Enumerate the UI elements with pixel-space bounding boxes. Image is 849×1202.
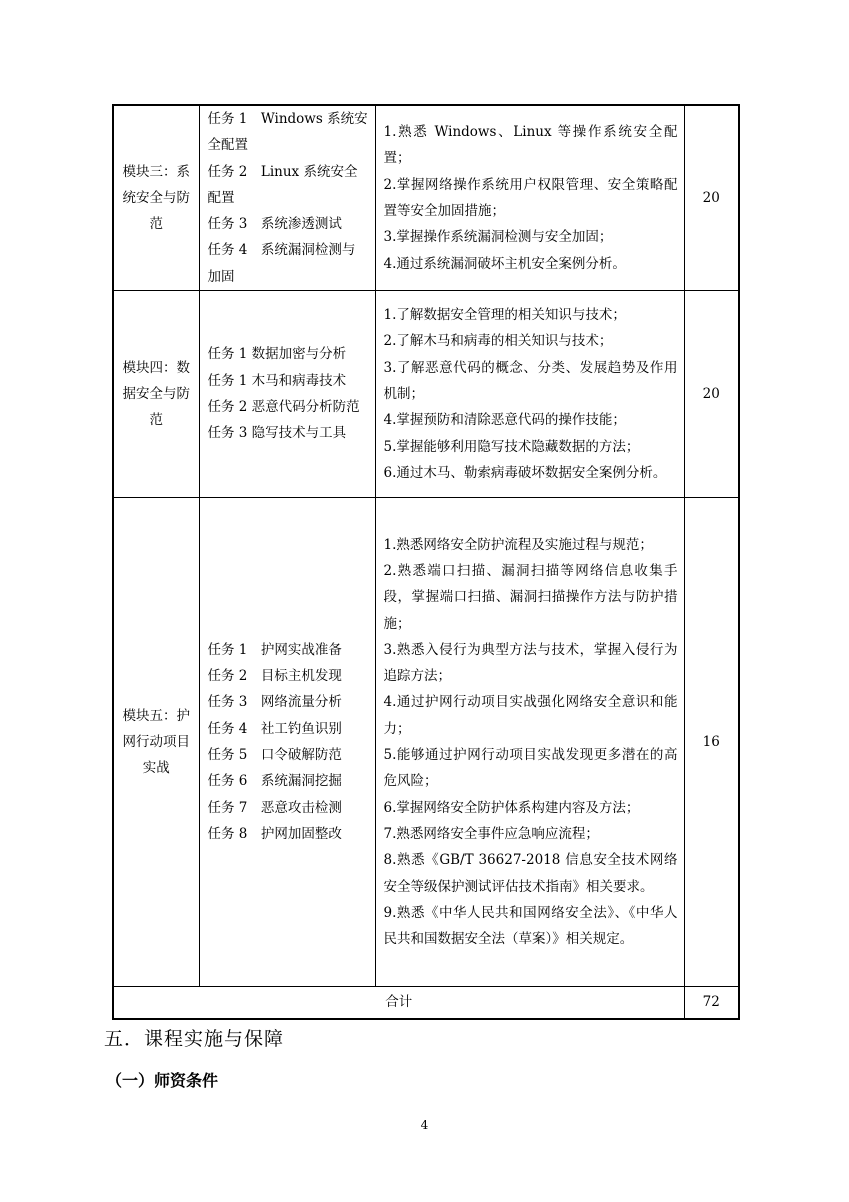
table-row [113,105,739,291]
goal-item: 4.通过系统漏洞破坏主机安全案例分析。 [383,255,626,272]
task-item: 任务 3 网络流量分析 [207,694,342,711]
task-item: 任务 1 数据加密与分析 [207,346,347,363]
goal-item: 5.能够通过护网行动项目实战发现更多潜在的高危风险； [383,747,678,790]
task-item: 任务 1 木马和病毒技术 [207,372,347,389]
curriculum-table [112,104,740,1020]
goal-item: 4.掌握预防和清除恶意代码的操作技能； [383,412,626,429]
tasks-cell [199,105,375,291]
goal-item: 8.熟悉《GB/T 36627-2018 信息安全技术网络安全等级保护测试评估技术指南》相关要求。 [383,852,678,895]
total-row [113,987,739,1019]
goals-cell [375,291,684,498]
task-item: 任务 2 恶意代码分析防范 [207,399,360,416]
goal-item: 3.了解恶意代码的概念、分类、发展趋势及作用机制； [383,359,678,402]
goal-item: 2.了解木马和病毒的相关知识与技术； [383,333,613,350]
goal-item: 2.熟悉端口扫描、漏洞扫描等网络信息收集手段，掌握端口扫描、漏洞扫描操作方法与防护措施； [383,563,678,632]
module-cell: 模块三：系统安全与防范 [113,105,199,291]
tasks-cell [199,291,375,498]
task-item: 任务 2 Linux 系统安全配置 [207,163,358,206]
goal-item: 5.掌握能够利用隐写技术隐藏数据的方法； [383,438,640,455]
task-item: 任务 1 Windows 系统安全配置 [207,111,368,154]
task-item: 任务 6 系统漏洞挖掘 [207,773,342,790]
goals-cell [375,498,684,987]
goal-item: 4.通过护网行动项目实战强化网络安全意识和能力； [383,694,678,737]
task-item: 任务 4 系统漏洞检测与加固 [207,242,356,285]
total-hours: 72 [684,987,739,1019]
page-number: 4 [420,1118,429,1132]
goal-item: 3.熟悉入侵行为典型方法与技术，掌握入侵行为追踪方法； [383,641,678,685]
goal-item: 1.熟悉 Windows、Linux 等操作系统安全配置； [383,124,678,167]
hours-cell: 20 [684,291,739,498]
goal-item: 2.掌握网络操作系统用户权限管理、安全策略配置等安全加固措施； [383,176,678,220]
table-row [113,498,739,987]
total-label: 合计 [113,987,684,1019]
task-item: 任务 3 系统渗透测试 [207,216,342,233]
task-item: 任务 4 社工钓鱼识别 [207,720,342,737]
hours-cell: 20 [684,105,739,291]
task-item: 任务 5 口令破解防范 [207,747,342,764]
task-item: 任务 8 护网加固整改 [207,825,342,842]
goal-item: 6.掌握网络安全防护体系构建内容及方法； [383,799,640,816]
task-item: 任务 7 恶意攻击检测 [207,799,342,816]
task-item: 任务 1 护网实战准备 [207,641,342,658]
goals-cell [375,105,684,291]
tasks-cell [199,498,375,987]
goal-item: 6.通过木马、勒索病毒破坏数据安全案例分析。 [383,464,667,481]
goal-item: 3.掌握操作系统漏洞检测与安全加固； [383,229,613,246]
hours-cell: 16 [684,498,739,987]
goal-item: 9.熟悉《中华人民共和国网络安全法》、《中华人民共和国数据安全法（草案）》相关规定。 [383,904,678,948]
goal-item: 7.熟悉网络安全事件应急响应流程； [383,825,599,842]
goal-item: 1.了解数据安全管理的相关知识与技术； [383,307,626,324]
task-item: 任务 2 目标主机发现 [207,668,342,685]
module-cell: 模块四：数据安全与防范 [113,291,199,498]
module-cell: 模块五：护网行动项目实战 [113,498,199,987]
table-row [113,291,739,498]
task-item: 任务 3 隐写技术与工具 [207,425,347,442]
goal-item: 1.熟悉网络安全防护流程及实施过程与规范； [383,536,653,553]
section-heading: 五．课程实施与保障 [104,1028,285,1050]
subsection-heading: （一）师资条件 [106,1071,219,1090]
